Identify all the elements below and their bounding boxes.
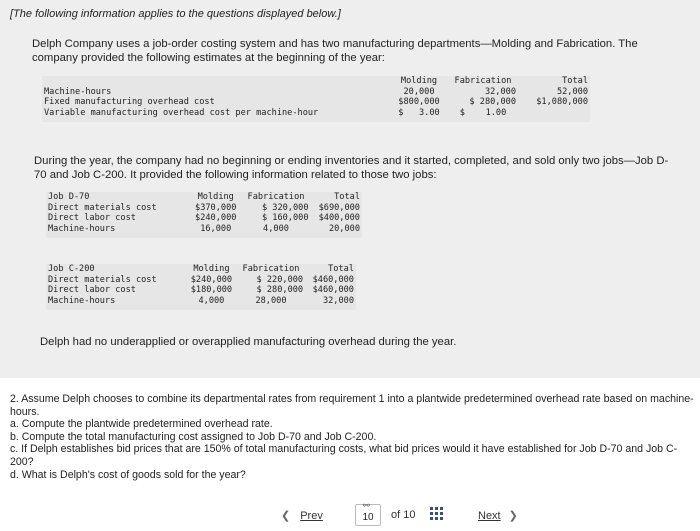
question-line: c. If Delph establishes bid prices that are 150% of total manufacturing costs, what bid prices would it have established for Job D-70 and Job C-200? xyxy=(10,443,678,468)
next-label: Next xyxy=(478,510,501,522)
column-header: Molding xyxy=(193,264,230,274)
table-row: Direct materials cost $240,000 $ 220,000 $460,000 xyxy=(48,274,354,285)
column-header: Fabrication xyxy=(242,264,300,274)
question-line: a. Compute the plantwide predetermined overhead rate. xyxy=(10,418,273,431)
table-header-row xyxy=(42,76,590,87)
current-page: 10 xyxy=(362,512,374,523)
column-header: Total xyxy=(334,192,360,202)
table-row: Machine-hours 4,000 28,000 32,000 xyxy=(48,295,354,306)
problem-header: [The following information applies to the questions displayed below.] xyxy=(10,8,341,20)
table-row: Direct labor cost $240,000 $ 160,000 $400,000 xyxy=(48,213,360,223)
column-header: Fabrication xyxy=(454,76,512,86)
job-c200-table xyxy=(46,264,356,310)
column-header: Molding xyxy=(197,192,234,202)
question-line: b. Compute the total manufacturing cost assigned to Job D-70 and Job C-200. xyxy=(10,430,377,443)
table-row: Machine-hours 16,000 4,000 20,000 xyxy=(48,223,360,234)
page-number-box[interactable] xyxy=(355,501,381,526)
question-line: d. What is Delph's cost of goods sold for the year? xyxy=(10,468,246,481)
no-overhead-text: Delph had no underapplied or overapplied manufacturing overhead during the year. xyxy=(40,336,457,348)
grid-icon[interactable] xyxy=(430,507,444,521)
table-row: Variable manufacturing overhead cost per machine-hour $ 3.00 $ 1.00 xyxy=(44,107,507,118)
table-row: Fixed manufacturing overhead cost $800,000 $ 280,000 $1,080,000 xyxy=(44,97,588,107)
intro-text: Delph Company uses a job-order costing system and has two manufacturing departments—Molding and Fabrication. The company provided the following estimates at the beginning of the year: xyxy=(32,38,638,64)
table-row: Machine-hours 20,000 32,000 52,000 xyxy=(44,86,588,97)
estimates-table xyxy=(42,76,590,122)
column-header: Total xyxy=(562,76,588,86)
chevron-right-icon: ❯ xyxy=(508,510,518,522)
next-button[interactable] xyxy=(478,509,518,522)
column-header: Total xyxy=(328,264,354,274)
question-block xyxy=(10,393,698,481)
link-icon: ⚯ xyxy=(363,501,370,510)
page-count: of 10 xyxy=(391,509,416,521)
prev-button[interactable] xyxy=(281,509,323,522)
table-header-row: Job C-200 Molding Fabrication Total xyxy=(48,264,354,274)
chevron-left-icon: ❮ xyxy=(281,510,291,522)
pagination-bar xyxy=(0,500,700,528)
table-row: Direct labor cost $180,000 $ 280,000 $460,000 xyxy=(48,285,354,295)
column-header: Fabrication xyxy=(247,192,305,202)
table-header-row: Job D-70 Molding Fabrication Total xyxy=(48,192,360,202)
question-line: 2. Assume Delph chooses to combine its departmental rates from requirement 1 into a plantwide predetermined overhead rate based on machine-hours. xyxy=(10,393,694,418)
job-d70-table xyxy=(46,192,362,238)
column-header: Molding xyxy=(400,76,438,86)
during-text: During the year, the company had no beginning or ending inventories and it started, completed, and sold only two jobs—Job D-70 and Job C-200. It provided the following information related to those two jobs: xyxy=(34,155,669,181)
prev-label: Prev xyxy=(300,510,323,522)
table-row: Direct materials cost $370,000 $ 320,000 $690,000 xyxy=(48,202,360,213)
